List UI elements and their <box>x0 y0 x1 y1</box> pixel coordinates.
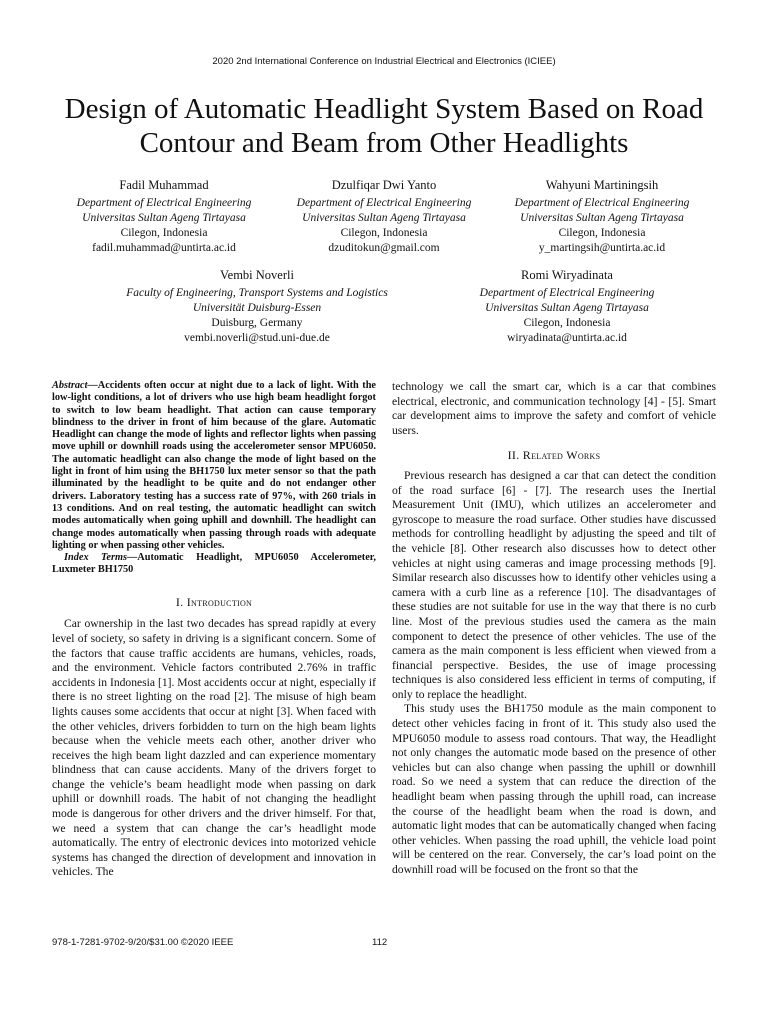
author-block <box>50 178 278 256</box>
index-terms-label: Index Terms— <box>64 552 138 564</box>
author-department: Department of Electrical Engineering <box>76 197 252 209</box>
author-name: Wahyuni Martiningsih <box>545 178 659 192</box>
author-name: Dzulfiqar Dwi Yanto <box>331 178 437 192</box>
author-city: Cilegon, Indonesia <box>523 317 611 329</box>
author-email: vembi.noverli@stud.uni-due.de <box>184 332 330 344</box>
author-university: Universitas Sultan Ageng Tirtayasa <box>485 302 649 314</box>
author-department: Department of Electrical Engineering <box>296 197 472 209</box>
author-university: Universitas Sultan Ageng Tirtayasa <box>82 212 246 224</box>
author-university: Universitas Sultan Ageng Tirtayasa <box>520 212 684 224</box>
author-email: fadil.muhammad@untirta.ac.id <box>92 242 236 254</box>
conference-header: 2020 2nd International Conference on Industrial Electrical and Electronics (ICIEE) <box>212 56 556 67</box>
right-column <box>392 380 716 878</box>
abstract-label: Abstract— <box>52 380 98 391</box>
author-department: Department of Electrical Engineering <box>514 197 690 209</box>
author-department: Department of Electrical Engineering <box>479 287 655 299</box>
author-city: Cilegon, Indonesia <box>340 227 428 239</box>
intro-paragraph: Car ownership in the last two decades has spread rapidly at every level of society, so safety in driving is a significant concern. Some of the factors that cause traffic accidents are humans, vehicles, roads, and the environment. Vehicle factors contributed 2.76% in traffic accidents in Indonesia [1]. Most accidents occur at night, especially if there is no street lighting on the road [2]. The misuse of high beam lights causes some accidents that occur at night [3]. When faced with the other vehicles, drivers forbidden to turn on the high beam lights because when the vehicle meets each other, another driver who receives the high beam light dazzled and can experience momentary blindness that can cause accidents. Many of the drivers forget to change the vehicle’s beam headlight mode when passing on dark uphill or downhill roads. The habit of not changing the headlight mode is dangerous for other drivers and the driver himself. For that, we need a system that can change the car’s headlight mode automatically. The entry of electronic devices into motorized vehicle systems has changed the direction of development and innovation in vehicles. The <box>52 617 376 879</box>
page-number: 112 <box>372 937 388 948</box>
intro-continued-paragraph: technology we call the smart car, which is a car that combines electrical, electronic, and communication technology [4] - [5]. Smart car development aims to improve the safety and comfort of vehicle users. <box>392 380 716 437</box>
author-email: wiryadinata@untirta.ac.id <box>507 332 627 344</box>
author-email: y_martingsih@untirta.ac.id <box>538 242 666 254</box>
author-block <box>488 178 716 256</box>
related-works-paragraph: This study uses the BH1750 module as the main component to detect other vehicles facing in front of it. This study also used the MPU6050 module to assess road contours. That way, the Headlight not only changes the automatic mode based on the presence of other vehicles but can also change when passing the uphill or downhill road. So we need a system that can reduce the direction of the headlight beam when passing through the uphill road, can increase the course of the headlight beam when the road is down, and automatic light modes that can be automatically changed when facing other vehicles. When passing the road uphill, the vehicle load point will be centered on the rear. Conversely, the car’s load point on the downhill road will be focused on the front so that the <box>392 702 716 876</box>
author-block <box>92 268 422 346</box>
author-name: Romi Wiryadinata <box>521 268 613 282</box>
author-city: Cilegon, Indonesia <box>558 227 646 239</box>
paper-title: Design of Automatic Headlight System Based on Road Contour and Beam from Other Headlights <box>64 93 704 159</box>
author-university: Universitas Sultan Ageng Tirtayasa <box>302 212 466 224</box>
index-terms-text: Automatic Headlight, MPU6050 Accelerometer, Luxmeter BH1750 <box>52 552 376 576</box>
related-works-paragraph: Previous research has designed a car that can detect the condition of the road surface [6] - [7]. The research uses the Inertial Measurement Unit (IMU), which utilizes an accelerometer and gyroscope to measure the road surface. Other studies have discussed methods for controlling headlight by adjusting the speed and tilt of the vehicle [8]. Other research also discusses how to detect other vehicles at night using cameras and image processing methods [9]. Similar research also discusses how to identify other vehicles using a camera with a curb line as a reference [10]. The disadvantages of these studies are not suitable for use in the way that there is no curb line. Most of the previous studies used the camera as the main component to detect the presence of other vehicles. The use of the camera as the main component is less efficient when viewed from a financial perspective. Besides, the use of image processing techniques is also considered less efficient in terms of computing, if only to replace the headlight. <box>392 468 716 701</box>
author-name: Vembi Noverli <box>220 268 294 282</box>
author-block <box>442 268 692 346</box>
author-city: Duisburg, Germany <box>211 317 303 329</box>
section-heading-related-works: II. Related Works <box>507 448 601 463</box>
author-department: Faculty of Engineering, Transport Systems and Logistics <box>126 287 388 299</box>
index-terms <box>52 552 376 577</box>
author-block <box>270 178 498 256</box>
abstract <box>52 380 376 552</box>
section-heading-introduction: I. Introduction <box>175 594 253 609</box>
author-email: dzuditokun@gmail.com <box>328 242 440 254</box>
abstract-text: Accidents often occur at night due to a lack of light. With the low-light conditions, a lot of drivers who use high beam headlight forgot to switch to low beam headlight. That action can cause temporary blindness to the driver in front of him because of the glare. Automatic Headlight can change the mode of lights and reflector lights when passing move uphill or downhill roads using the accelerometer sensor MPU6050. The automatic headlight can also change the mode of light based on the light in front of him using the BH1750 lux meter sensor so that the path illuminated by the headlight to be quite and do not endanger other drivers. Laboratory testing has a success rate of 97%, with 260 trials in 13 conditions. And on real testing, the automatic headlight can switch modes automatically when going uphill and downhill. The headlight can change modes automatically when passing through roads with adequate lighting or when passing other vehicles. <box>52 380 376 551</box>
left-column <box>52 380 376 880</box>
author-university: Universität Duisburg-Essen <box>192 302 322 314</box>
footer-copyright: 978-1-7281-9702-9/20/$31.00 ©2020 IEEE <box>52 937 234 948</box>
author-name: Fadil Muhammad <box>119 178 209 192</box>
author-city: Cilegon, Indonesia <box>120 227 208 239</box>
